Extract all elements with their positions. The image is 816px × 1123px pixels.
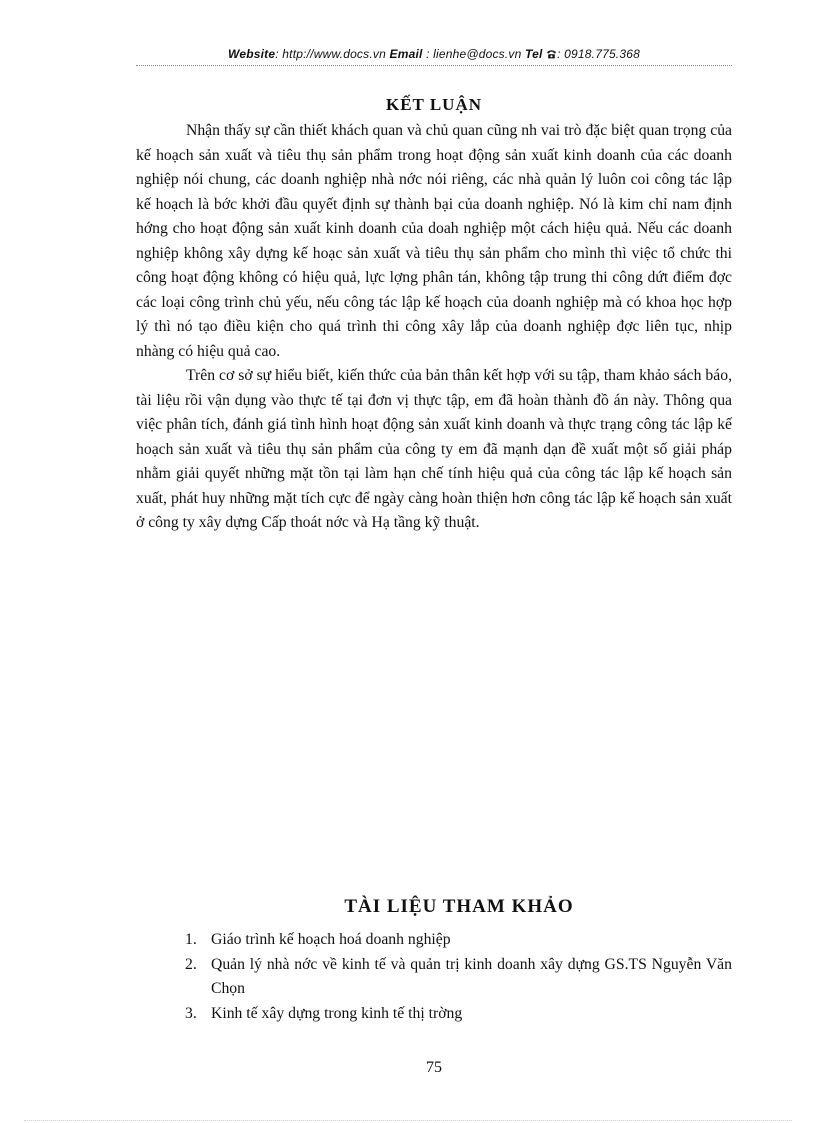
email-value[interactable]: : lienhe@docs.vn (426, 47, 522, 61)
website-url[interactable]: : http://www.docs.vn (275, 47, 386, 61)
reference-number: 1. (185, 931, 197, 948)
paragraph: Nhận thấy sự cần thiết khách quan và chủ quan cũng nh vai trò đặc biệt quan trọng của kế hoạch sản xuất và tiêu thụ sản phẩm trong hoạt động sản xuất kinh doanh của các doanh nghiệp nói chung, các doanh nghiệp nhà nớc nói riêng, các nhà quản lý luôn coi công tác lập kế hoạch là bớc khởi đầu quyết định sự thành bại của doanh nghiệp. Nó là kim chỉ nam định hớng cho hoạt động sản xuất kinh doanh của doah nghiệp một cách hiệu quả. Nếu các doanh nghiệp không xây dựng kế hoạc sản xuất và tiêu thụ sản phẩm cho mình thì việc tổ chức thi công hoạt động không có hiệu quả, lực lợng phân tán, không tập trung thi công dứt điểm đợc các loại công trình chủ yếu, nếu công tác lập kế hoạch của doanh nghiệp mà có khoa học hợp lý thì nó tạo điều kiện cho quá trình thi công xây lắp của doanh nghiệp đợc liên tục, nhịp nhàng có hiệu quả cao. (136, 122, 732, 360)
tel-value: : 0918.775.368 (557, 47, 640, 61)
references-title: TÀI LIỆU THAM KHẢO (344, 896, 574, 917)
paragraph: Trên cơ sở sự hiểu biết, kiến thức của bản thân kết hợp với su tập, tham khảo sách báo, tài liệu rồi vận dụng vào thực tế tại đơn vị thực tập, em đã hoàn thành đồ án này. Thông qua việc phân tích, đánh giá tình hình hoạt động sản xuất kinh doanh và thực trạng công tác lập kế hoạch sản xuất và tiêu thụ sản phẩm của công ty em đã mạnh dạn đề xuất một số giải pháp nhằm giải quyết những mặt tồn tại làm hạn chế tính hiệu quả của công tác lập kế hoạch sản xuất, phát huy những mặt tích cực để ngày càng hoàn thiện hơn công tác lập kế hoạch sản xuất ở công ty xây dựng Cấp thoát nớc và Hạ tầng kỹ thuật. (136, 367, 732, 531)
reference-item (173, 928, 732, 953)
reference-item (173, 953, 732, 1002)
reference-text: Giáo trình kế hoạch hoá doanh nghiệp (211, 931, 451, 948)
reference-number: 3. (185, 1004, 197, 1022)
references-list (173, 928, 732, 1026)
reference-item (173, 1002, 732, 1027)
tel-label: Tel (525, 47, 543, 61)
page-header (136, 47, 732, 61)
footer-divider (24, 1120, 792, 1121)
phone-icon (546, 47, 557, 61)
header-divider (136, 65, 732, 66)
reference-number: 2. (185, 955, 197, 973)
reference-text: Kinh tế xây dựng trong kinh tế thị trờng (211, 1004, 463, 1022)
section-title: KẾT LUẬN (385, 95, 482, 114)
website-label: Website (228, 47, 276, 61)
page-number: 75 (426, 1059, 442, 1076)
conclusion-body (136, 119, 732, 536)
reference-text: Quản lý nhà nớc về kinh tế và quản trị kinh doanh xây dựng GS.TS Nguyễn Văn Chọn (211, 955, 732, 997)
email-label: Email (389, 47, 423, 61)
